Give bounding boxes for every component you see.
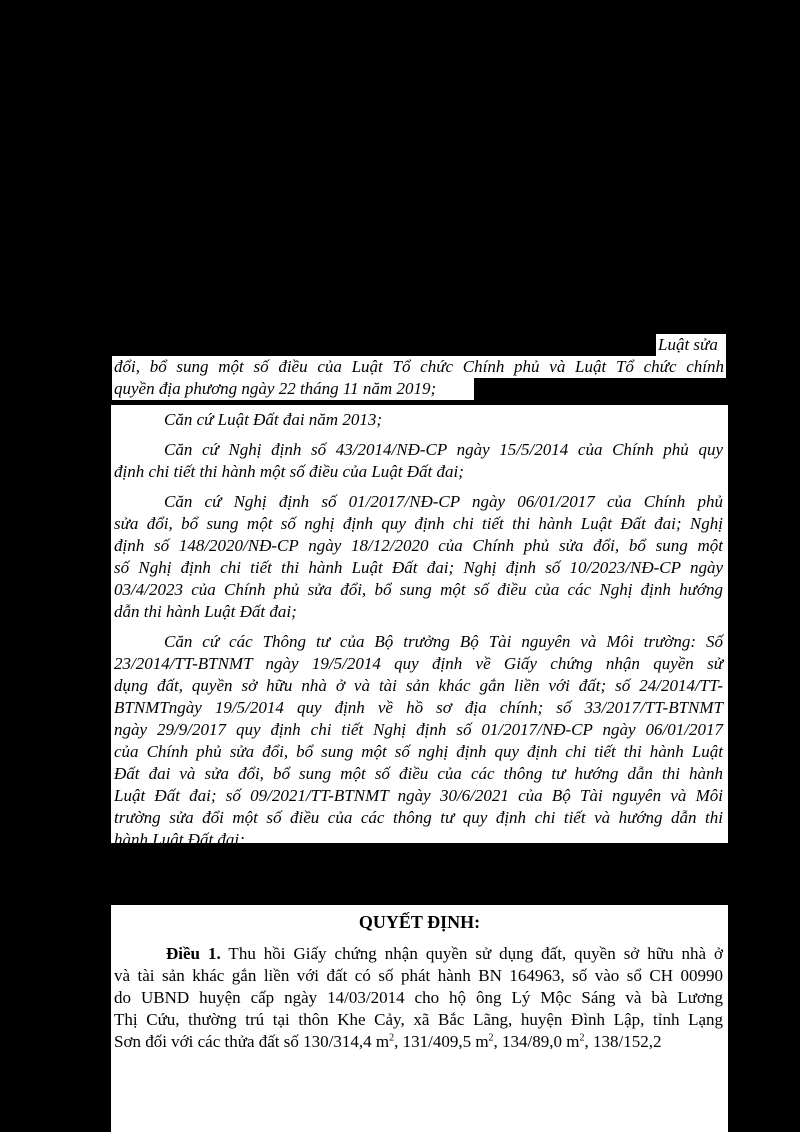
article1-line4: Thị Cứu, thường trú tại thôn Khe Cảy, xã Bắc Lãng, huyện Đình Lập, tỉnh Lạng [114, 1010, 723, 1029]
article1-line2: và tài sản khác gắn liền với đất có số phát hành BN 164963, số vào sổ CH 00990 [114, 966, 723, 985]
article1-line1 [166, 943, 723, 965]
basis-circulars-line5: ngày 29/9/2017 quy định chi tiết Nghị định số 01/2017/NĐ-CP ngày 06/01/2017 [114, 720, 723, 739]
parcel-138: , 138/152,2 [584, 1032, 662, 1051]
article1-line1-text: Thu hồi Giấy chứng nhận quyền sử dụng đất, quyền sở hữu nhà ở [220, 944, 724, 963]
parcel-131: , 131/409,5 m [394, 1032, 489, 1051]
basis-circulars-line4: BTNMTngày 19/5/2014 quy định về hồ sơ địa chính; số 33/2017/TT-BTNMT [114, 698, 723, 717]
basis-decree-01-line1: Căn cứ Nghị định số 01/2017/NĐ-CP ngày 06/01/2017 của Chính phủ [164, 492, 723, 511]
basis-circulars-line3: dụng đất, quyền sở hữu nhà ở và tài sản khác gắn liền với đất; số 24/2014/TT- [114, 676, 723, 695]
unit-sup: 2 [488, 1032, 494, 1044]
parcel-134: , 134/89,0 m [493, 1032, 580, 1051]
basis-decree-01-line5: 03/4/2023 của Chính phủ sửa đổi, bổ sung một số điều của các Nghị định hướng [114, 580, 723, 599]
basis-decree-43-line2: định chi tiết thi hành một số điều của Luật Đất đai; [114, 462, 464, 481]
basis-land-law: Căn cứ Luật Đất đai năm 2013; [164, 410, 382, 429]
parcel-130: Sơn đối với các thửa đất số 130/314,4 m [114, 1032, 390, 1051]
unit-sup: 2 [579, 1032, 585, 1044]
basis-decree-01-line2: sửa đổi, bổ sung một số nghị định quy định chi tiết thi hành Luật Đất đai; Nghị [114, 514, 723, 533]
section1-line1: Luật sửa [658, 335, 718, 354]
basis-circulars-line10: hành Luật Đất đai; [114, 830, 245, 849]
legal-basis-block [111, 405, 728, 849]
section1-line2: đổi, bổ sung một số điều của Luật Tổ chức Chính phủ và Luật Tổ chức chính [114, 357, 724, 376]
article1-line3: do UBND huyện cấp ngày 14/03/2014 cho hộ ông Lý Mộc Sáng và bà Lương [114, 988, 723, 1007]
basis-circulars-line7: Đất đai và sửa đổi, bổ sung một số điều của các thông tư hướng dẫn thi hành [114, 764, 723, 783]
basis-decree-01-line4: số Nghị định chi tiết thi hành Luật Đất đai; Nghị định số 10/2023/NĐ-CP ngày [114, 558, 723, 577]
unit-sup: 2 [389, 1032, 395, 1044]
decision-heading: QUYẾT ĐỊNH: [358, 912, 481, 932]
basis-circulars-line1: Căn cứ các Thông tư của Bộ trưởng Bộ Tài nguyên và Môi trường: Số [164, 632, 723, 651]
basis-circulars-line6: của Chính phủ sửa đổi, bổ sung một số nghị định quy định chi tiết thi hành Luật [114, 742, 723, 761]
basis-circulars-line8: Luật Đất đai; số 09/2021/TT-BTNMT ngày 30/6/2021 của Bộ Tài nguyên và Môi [114, 786, 723, 805]
basis-circulars-line2: 23/2014/TT-BTNMT ngày 19/5/2014 quy định về Giấy chứng nhận quyền sử [114, 654, 723, 673]
basis-decree-01-line6: dẫn thi hành Luật Đất đai; [114, 602, 297, 621]
basis-decree-43-line1: Căn cứ Nghị định số 43/2014/NĐ-CP ngày 15/5/2014 của Chính phủ quy [164, 440, 723, 459]
basis-decree-01-line3: định số 148/2020/NĐ-CP ngày 18/12/2020 của Chính phủ sửa đổi, bổ sung một [114, 536, 723, 555]
article1-line5 [114, 1031, 726, 1053]
basis-circulars-line9: trường sửa đổi một số điều của các thông tư quy định chi tiết và hướng dẫn thi [114, 808, 723, 827]
article1-label: Điều 1. [166, 944, 221, 963]
section1-line3: quyền địa phương ngày 22 tháng 11 năm 2019; [114, 379, 437, 398]
decision-block [111, 905, 728, 1132]
